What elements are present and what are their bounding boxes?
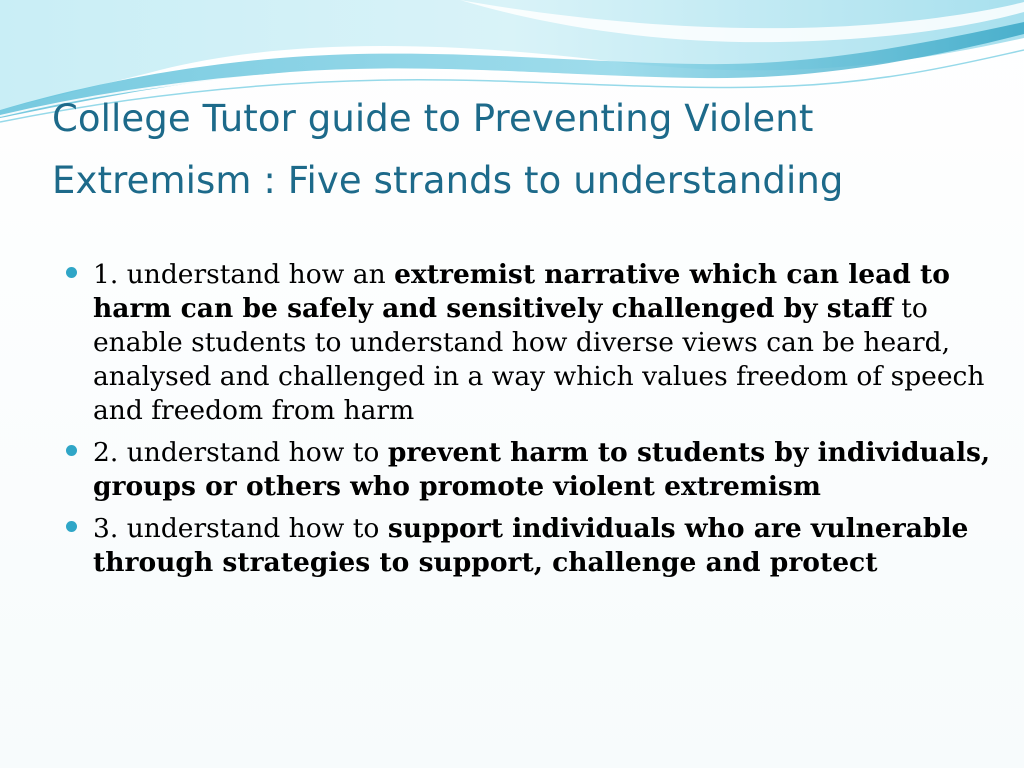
strand-text	[93, 259, 984, 426]
bullet-dot-icon	[66, 521, 77, 532]
bullet-dot-icon	[66, 445, 77, 456]
slide-title	[52, 88, 992, 212]
strand-prefix: 3. understand how to	[93, 513, 388, 544]
strand-item-3	[62, 512, 992, 580]
strand-suffix: to enable students to understand how diverse views can be heard, analysed and challenged in a way which values freedom of speech and freedom from harm	[93, 293, 985, 426]
strand-emphasis: support individuals who are vulnerable through strategies to support, challenge and protect	[93, 513, 969, 578]
strands-list	[62, 258, 992, 588]
strand-text	[93, 437, 990, 502]
slide-title-line-1: College Tutor guide to Preventing Violent	[52, 97, 814, 140]
bullet-dot-icon	[66, 267, 77, 278]
strand-emphasis: extremist narrative which can lead to harm can be safely and sensitively challenged by staff	[93, 259, 950, 324]
strand-prefix: 2. understand how to	[93, 437, 388, 468]
strand-item-1	[62, 258, 992, 428]
strand-text	[93, 513, 968, 578]
slide-title-line-2: Extremism : Five strands to understanding	[52, 159, 844, 202]
strand-prefix: 1. understand how an	[93, 259, 395, 290]
strand-item-2	[62, 436, 992, 504]
strand-emphasis: prevent harm to students by individuals, groups or others who promote violent extremism	[93, 437, 991, 502]
